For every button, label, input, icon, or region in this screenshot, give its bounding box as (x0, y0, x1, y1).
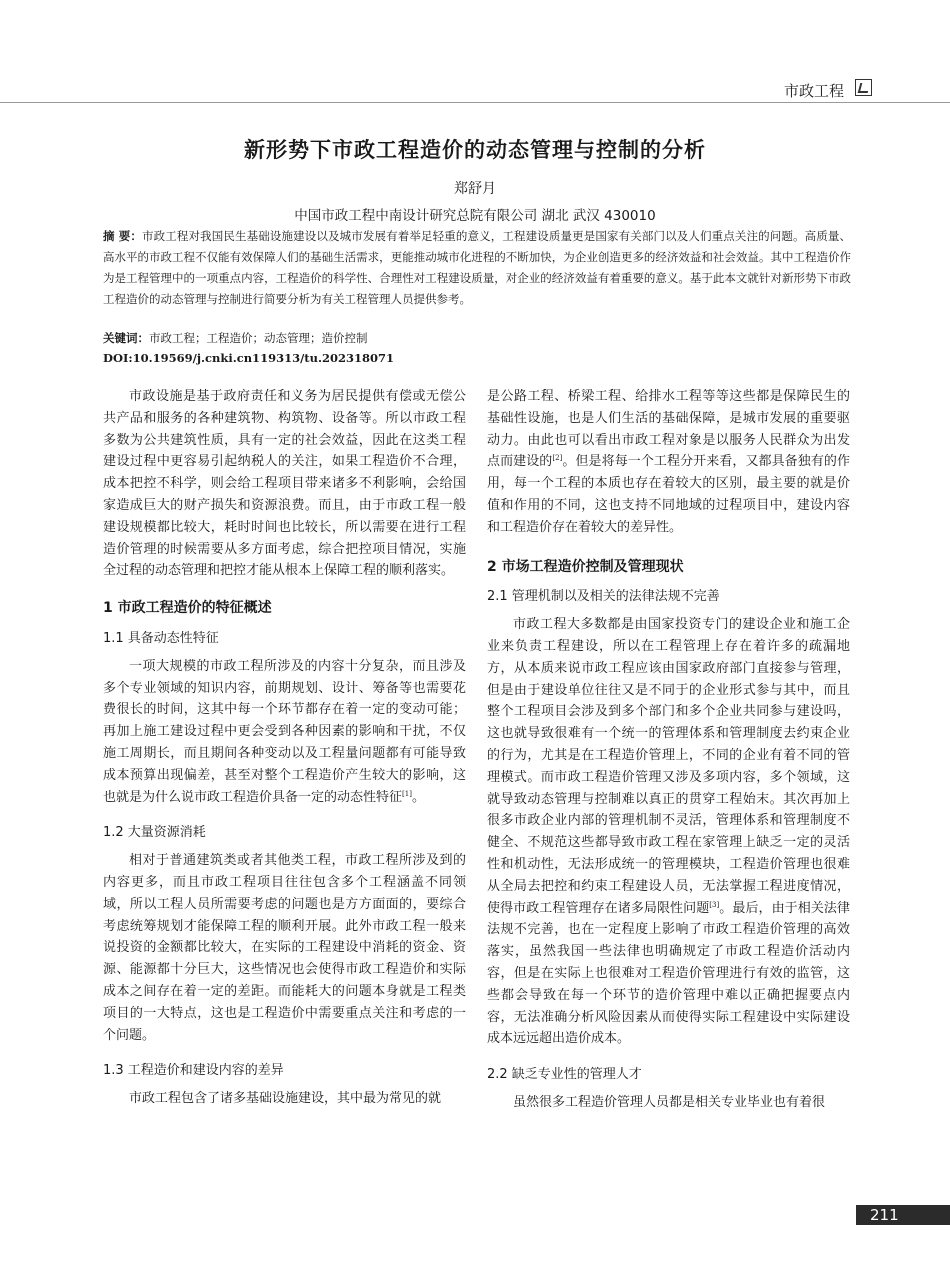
section-2-1-text-2: 。最后，由于相关法律法规不完善，也在一定程度上影响了市政工程造价管理的高效落实，虽然我国一些法律也明确规定了市政工程造价活动内容，但是在实际上也很难对工程造价管理进行有效的监管，这些都会导致在每一个环节的造价管理中难以正确把握要点内容，无法准确分析风险因素从而使得实际工程建设中实际建设成本远远超出造价成本。 (487, 900, 850, 1047)
citation-1: [1] (402, 789, 412, 798)
page-number: 211 (856, 1205, 950, 1225)
article-title: 新形势下市政工程造价的动态管理与控制的分析 (244, 138, 706, 162)
section-1-1-heading: 1.1 具备动态性特征 (103, 630, 219, 646)
continued-paragraph (487, 386, 850, 539)
section-1-3-heading: 1.3 工程造价和建设内容的差异 (103, 1063, 284, 1079)
section-1-heading: 1 市政工程造价的特征概述 (103, 600, 272, 617)
keywords-text: 市政工程；工程造价；动态管理；造价控制 (149, 331, 368, 345)
section-2-1-heading: 2.1 管理机制以及相关的法律法规不完善 (487, 589, 720, 605)
affiliation: 中国市政工程中南设计研究总院有限公司 湖北 武汉 430010 (294, 208, 656, 224)
section-1-1-text: 一项大规模的市政工程所涉及的内容十分复杂，而且涉及多个专业领域的知识内容，前期规划、设计、筹备等也需要花费很长的时间，这其中每一个环节都存在着一定的变动可能；再加上施工建设过程中更会受到各种因素的影响和干扰，不仅施工周期长，而且期间各种变动以及工程量问题都有可能导致成本预算出现偏差，甚至对整个工程造价产生较大的影响，这也就是为什么说市政工程造价具备一定的动态性特征 (103, 658, 466, 805)
continued-text: 是公路工程、桥梁工程、给排水工程等等这些都是保障民生的基础性设施，也是人们生活的基础保障，是城市发展的重要驱动力。由此也可以看出市政工程对象是以服务人民群众为出发点而建设的 (487, 389, 850, 470)
abstract-text: 市政工程对我国民生基础设施建设以及城市发展有着举足轻重的意义，工程建设质量更是国家有关部门以及人们重点关注的问题。高质量、高水平的市政工程不仅能有效保障人们的基础生活需求，更能推动城市化进程的不断加快，为企业创造更多的经济效益和社会效益。其中工程造价作为是工程管理中的一项重点内容，工程造价的科学性、合理性对工程建设质量，对企业的经济效益有着重要的意义。基于此本文就针对新形势下市政工程造价的动态管理与控制进行简要分析为有关工程管理人员提供参考。 (103, 229, 851, 306)
author: 郑舒月 (454, 181, 496, 197)
keywords (103, 328, 851, 348)
section-1-3-paragraph: 市政工程包含了诸多基础设施建设，其中最为常见的就 (129, 1091, 442, 1107)
journal-logo-icon (855, 79, 872, 96)
section-2-2-paragraph: 虽然很多工程造价管理人员都是相关专业毕业也有着很 (513, 1094, 826, 1110)
citation-3: [3] (709, 900, 720, 909)
doi: DOI:10.19569/j.cnki.cn119313/tu.202318071 (103, 351, 394, 365)
section-1-1-end: 。 (411, 789, 425, 805)
abstract-label: 摘 要： (103, 229, 143, 243)
section-2-1-text: 市政工程大多数都是由国家投资专门的建设企业和施工企业来负责工程建设，所以在工程管理上存在着许多的疏漏地方，从本质来说市政工程应该由国家政府部门直接参与管理，但是由于建设单位往往又是不同于的企业形式参与其中，而且整个工程项目会涉及到多个部门和多个企业共同参与建设吗，这也就导致很难有一个统一的管理体系和管理制度去约束企业的行为，尤其是在工程造价管理上，不同的企业有着不同的管理模式。而市政工程造价管理又涉及多项内容，多个领域，这就导致动态管理与控制难以真正的贯穿工程始末。其次再加上很多市政企业内部的管理机制不灵活，管理体系和管理制度不健全、不规范这些都导致市政工程在家管理上缺乏一定的灵活性和机动性，无法形成统一的管理模块，工程造价管理也很难从全局去把控和约束工程建设人员，无法掌握工程进度情况，使得市政工程管理存在诸多局限性问题 (487, 617, 850, 916)
section-1-2-heading: 1.2 大量资源消耗 (103, 825, 206, 841)
keywords-label: 关键词： (103, 331, 149, 345)
intro-paragraph: 市政设施是基于政府责任和义务为居民提供有偿或无偿公共产品和服务的各种建筑物、构筑物、设备等。所以市政工程多数为公共建筑性质，具有一定的社会效益，因此在这类工程建设过程中更容易引起纳税人的关注，如果工程造价不合理，成本把控不科学，则会给工程项目带来诸多不利影响，会给国家造成巨大的财产损失和资源浪费。而且，由于市政工程一般建设规模都比较大，耗时时间也比较长，所以需要在进行工程造价管理的时候需要从多方面考虑，综合把控项目情况，实施全过程的动态管理和把控才能从根本上保障工程的顺利落实。 (103, 389, 466, 579)
left-column (103, 386, 466, 1110)
section-2-2-heading: 2.2 缺乏专业性的管理人才 (487, 1067, 642, 1083)
right-column (487, 386, 850, 1114)
section-2-1-paragraph (487, 614, 850, 1050)
header-rule (0, 102, 950, 103)
section-1-1-paragraph (103, 656, 466, 809)
citation-2: [2] (552, 454, 563, 463)
running-head: 市政工程 (783, 82, 844, 100)
continued-text-2: 。但是将每一个工程分开来看，又都具备独有的作用，每一个工程的本质也存在着较大的区别，最主要的就是价值和作用的不同，这也支持不同地域的过程项目中，建设内容和工程造价存在着较大的差异性。 (487, 454, 850, 535)
section-2-heading: 2 市场工程造价控制及管理现状 (487, 558, 684, 575)
abstract (103, 226, 851, 310)
section-1-2-paragraph: 相对于普通建筑类或者其他类工程，市政工程所涉及到的内容更多，而且市政工程项目往往包含多个工程涵盖不同领域，所以工程人员所需要考虑的问题也是方方面面的，要综合考虑统筹规划才能保障工程的顺利开展。此外市政工程一般来说投资的金额都比较大，在实际的工程建设中消耗的资金、资源、能源都十分巨大，这些情况也会使得市政工程造价和实际成本之间存在着一定的差距。而能耗大的问题本身就是工程类项目的一大特点，这也是工程造价中需要重点关注和考虑的一个问题。 (103, 853, 466, 1043)
